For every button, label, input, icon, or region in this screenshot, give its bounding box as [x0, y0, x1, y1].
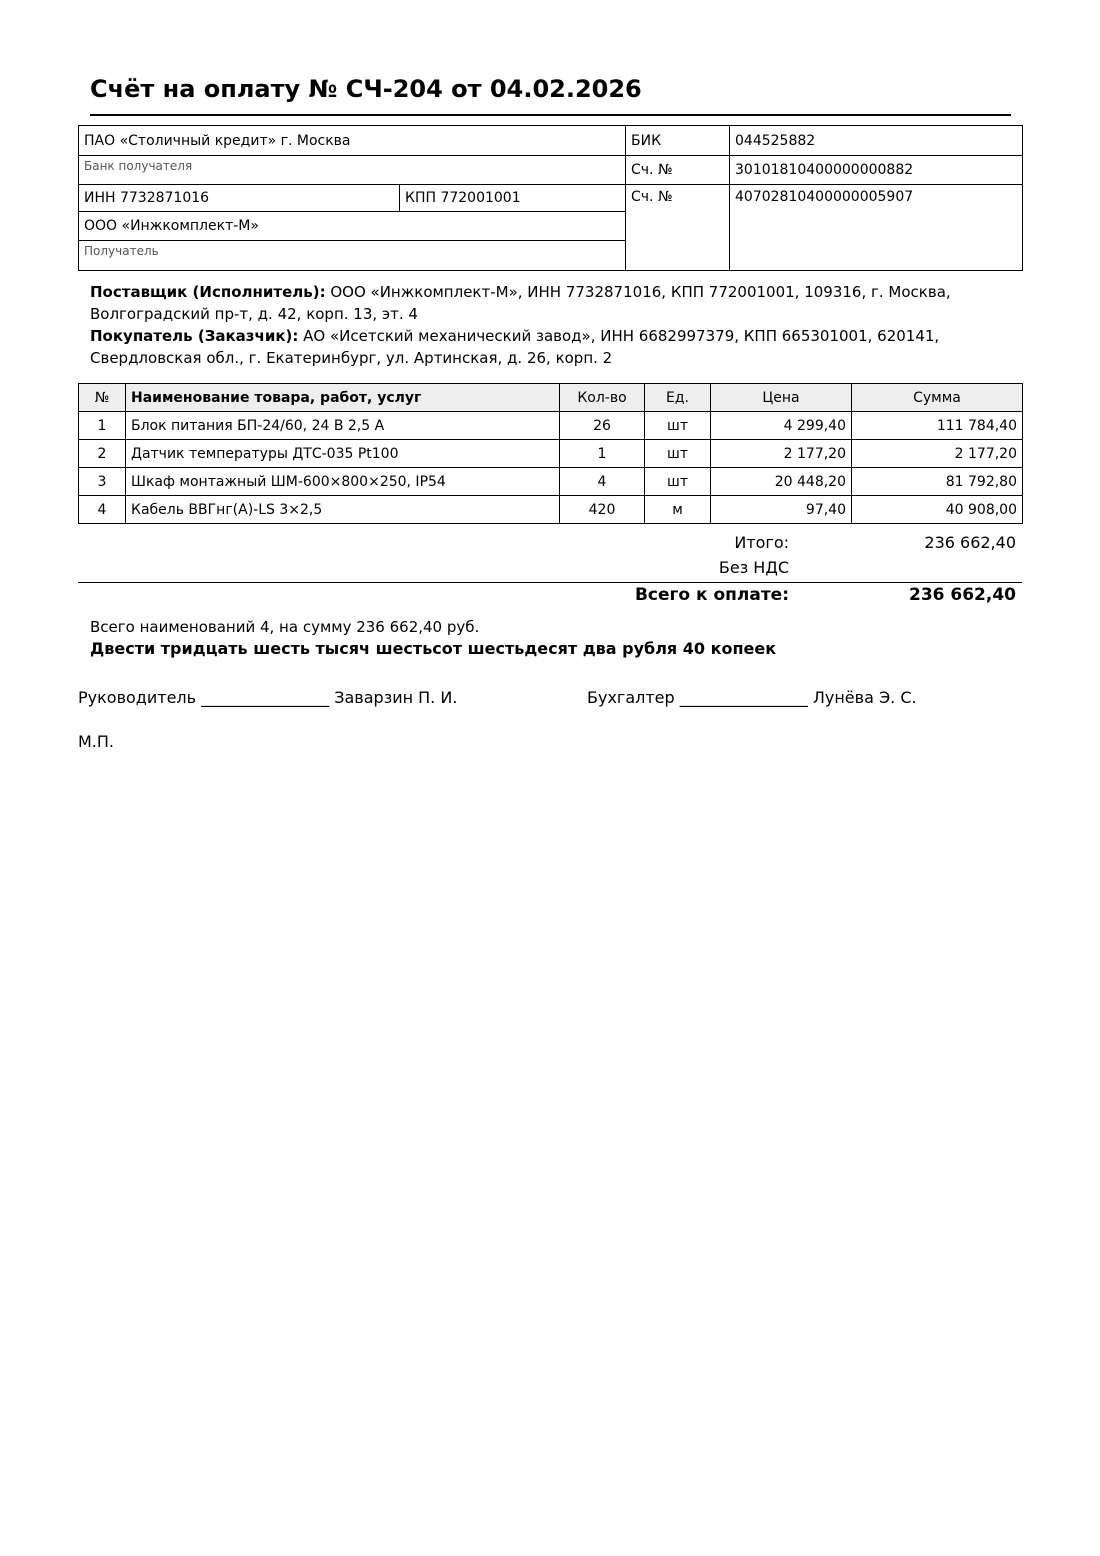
cell-sum: 40 908,00 — [852, 496, 1023, 524]
supplier-details: ООО «Инжкомплект-М», ИНН 7732871016, КПП 772001001, 109316, г. Москва, Волгоградский пр-т, д. 42, корп. 13, эт. 4 — [90, 283, 951, 323]
cell-num: 1 — [79, 412, 126, 440]
cell-price: 4 299,40 — [711, 412, 852, 440]
cell-price: 20 448,20 — [711, 468, 852, 496]
cell-sum: 111 784,40 — [852, 412, 1023, 440]
cell-name: Шкаф монтажный ШМ-600×800×250, IP54 — [126, 468, 560, 496]
account-label: Сч. № — [626, 185, 730, 271]
subtotal-value: 236 662,40 — [924, 533, 1016, 552]
buyer-details: АО «Исетский механический завод», ИНН 6682997379, КПП 665301001, 620141, Свердловская обл., г. Екатеринбург, ул. Артинская, д. 26, корп. 2 — [90, 327, 940, 367]
recipient-caption: Получатель — [79, 241, 626, 271]
cell-num: 2 — [79, 440, 126, 468]
supplier-label: Поставщик (Исполнитель): — [90, 283, 326, 301]
items-table — [78, 383, 1023, 524]
table-row — [79, 412, 1023, 440]
recipient-inn: ИНН 7732871016 — [79, 185, 400, 212]
col-header-unit: Ед. — [645, 384, 711, 412]
cell-sum: 81 792,80 — [852, 468, 1023, 496]
total-row — [78, 582, 1022, 607]
buyer-line — [90, 326, 1020, 369]
table-row — [79, 440, 1023, 468]
vat-row — [78, 558, 1022, 582]
cell-price: 2 177,20 — [711, 440, 852, 468]
subtotal-row — [78, 533, 1022, 557]
cell-unit: м — [645, 496, 711, 524]
accountant-signature: Бухгалтер ________________ Лунёва Э. С. — [587, 688, 917, 707]
cell-qty: 4 — [560, 468, 645, 496]
buyer-label: Покупатель (Заказчик): — [90, 327, 299, 345]
invoice-title: Счёт на оплату № СЧ-204 от 04.02.2026 — [90, 70, 1011, 116]
cell-unit: шт — [645, 412, 711, 440]
col-header-price: Цена — [711, 384, 852, 412]
cell-name: Блок питания БП-24/60, 24 В 2,5 А — [126, 412, 560, 440]
recipient-name: ООО «Инжкомплект-М» — [79, 212, 626, 241]
bik-label: БИК — [626, 126, 730, 156]
col-header-qty: Кол-во — [560, 384, 645, 412]
bank-caption: Банк получателя — [79, 156, 626, 185]
cell-name: Кабель ВВГнг(А)-LS 3×2,5 — [126, 496, 560, 524]
total-value: 236 662,40 — [908, 585, 1016, 605]
vat-label: Без НДС — [718, 558, 789, 577]
table-row — [79, 496, 1023, 524]
items-header-row — [79, 384, 1023, 412]
cell-qty: 26 — [560, 412, 645, 440]
subtotal-label: Итого: — [734, 533, 789, 552]
bank-name: ПАО «Столичный кредит» г. Москва — [79, 126, 626, 156]
cell-num: 4 — [79, 496, 126, 524]
stamp-place: М.П. — [78, 732, 115, 751]
bik-value: 044525882 — [730, 126, 1023, 156]
supplier-line — [90, 282, 1020, 325]
col-header-sum: Сумма — [852, 384, 1023, 412]
parties-block — [90, 282, 1020, 370]
cell-num: 3 — [79, 468, 126, 496]
corr-account-value: 30101810400000000882 — [730, 156, 1023, 185]
bank-details-table — [78, 125, 1023, 271]
director-signature: Руководитель ________________ Заварзин П. И. — [78, 688, 458, 707]
cell-unit: шт — [645, 440, 711, 468]
cell-sum: 2 177,20 — [852, 440, 1023, 468]
cell-qty: 420 — [560, 496, 645, 524]
col-header-num: № — [79, 384, 126, 412]
recipient-kpp: КПП 772001001 — [400, 185, 626, 212]
total-label: Всего к оплате: — [634, 585, 789, 605]
amount-in-words: Двести тридцать шесть тысяч шестьсот шестьдесят два рубля 40 копеек — [90, 639, 777, 658]
account-value: 40702810400000005907 — [730, 185, 1023, 271]
cell-qty: 1 — [560, 440, 645, 468]
cell-name: Датчик температуры ДТС-035 Pt100 — [126, 440, 560, 468]
col-header-name: Наименование товара, работ, услуг — [126, 384, 560, 412]
summary-block — [90, 617, 776, 659]
items-count-line: Всего наименований 4, на сумму 236 662,40 руб. — [90, 618, 480, 636]
cell-price: 97,40 — [711, 496, 852, 524]
table-row — [79, 468, 1023, 496]
corr-account-label: Сч. № — [626, 156, 730, 185]
cell-unit: шт — [645, 468, 711, 496]
